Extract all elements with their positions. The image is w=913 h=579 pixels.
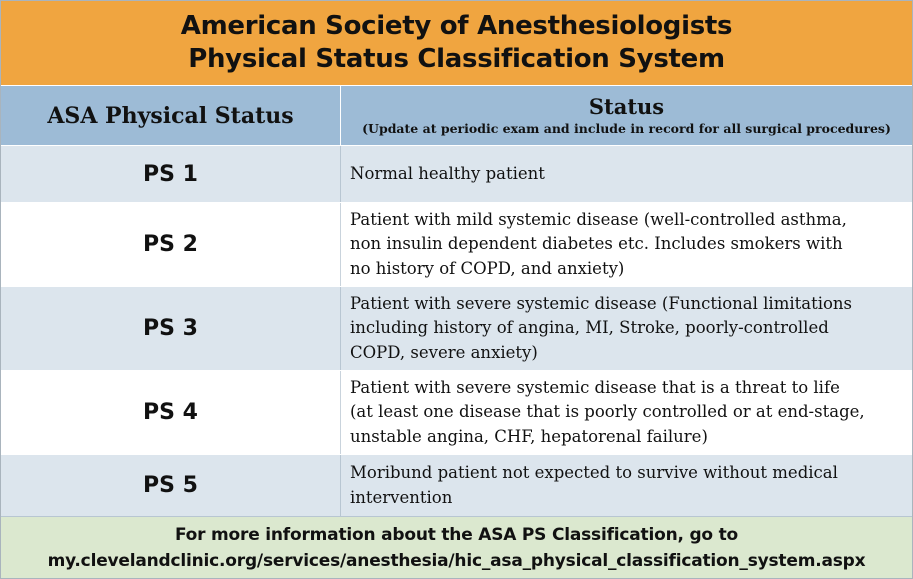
table-row — [1, 202, 912, 286]
status-description — [350, 371, 910, 454]
column-header-row — [1, 85, 912, 145]
table-row — [1, 145, 912, 202]
title-line-2: Physical Status Classification System — [188, 44, 725, 74]
table-row — [1, 454, 912, 516]
table-row — [1, 370, 912, 454]
title-line-1: American Society of Anesthesiologists — [180, 11, 733, 41]
status-description — [350, 146, 910, 202]
description-line: intervention — [350, 487, 453, 507]
footer-url: my.clevelandclinic.org/services/anesthesia/hic_asa_physical_classification_system.aspx — [47, 550, 866, 571]
footer-line-1: For more information about the ASA PS Classification, go to — [174, 524, 739, 545]
header-status — [341, 86, 912, 145]
table-title — [1, 1, 912, 85]
header-asa-physical-status: ASA Physical Status — [47, 102, 294, 129]
status-description — [350, 203, 910, 286]
footer-info — [1, 516, 912, 578]
description-line: unstable angina, CHF, hepatorenal failure) — [350, 426, 708, 446]
row-divider — [340, 146, 341, 202]
status-description — [350, 455, 910, 516]
ps-class-label: PS 4 — [143, 400, 198, 425]
ps-class-label: PS 3 — [143, 316, 198, 341]
description-line: Patient with severe systemic disease (Functional limitations — [350, 293, 853, 313]
description-line: including history of angina, MI, Stroke, poorly-controlled — [350, 318, 829, 338]
row-divider — [340, 371, 341, 454]
description-line: Normal healthy patient — [350, 163, 545, 183]
description-line: Moribund patient not expected to survive without medical — [350, 463, 838, 482]
row-divider — [340, 287, 341, 370]
description-line: no history of COPD, and anxiety) — [350, 258, 625, 278]
header-status-title: Status — [588, 94, 665, 119]
row-divider — [340, 203, 341, 286]
description-line: (at least one disease that is poorly controlled or at end-stage, — [350, 402, 865, 422]
table-row — [1, 286, 912, 370]
description-line: Patient with mild systemic disease (well-controlled asthma, — [350, 209, 847, 229]
status-description — [350, 287, 910, 370]
description-line: COPD, severe anxiety) — [350, 342, 538, 362]
ps-class-label: PS 5 — [143, 473, 198, 498]
header-status-subtitle: (Update at periodic exam and include in record for all surgical procedures) — [362, 121, 891, 136]
ps-class-label: PS 1 — [143, 161, 198, 187]
row-divider — [340, 455, 341, 516]
description-line: non insulin dependent diabetes etc. Includes smokers with — [350, 234, 843, 254]
ps-class-label: PS 2 — [143, 232, 198, 257]
description-line: Patient with severe systemic disease that is a threat to life — [350, 377, 840, 397]
